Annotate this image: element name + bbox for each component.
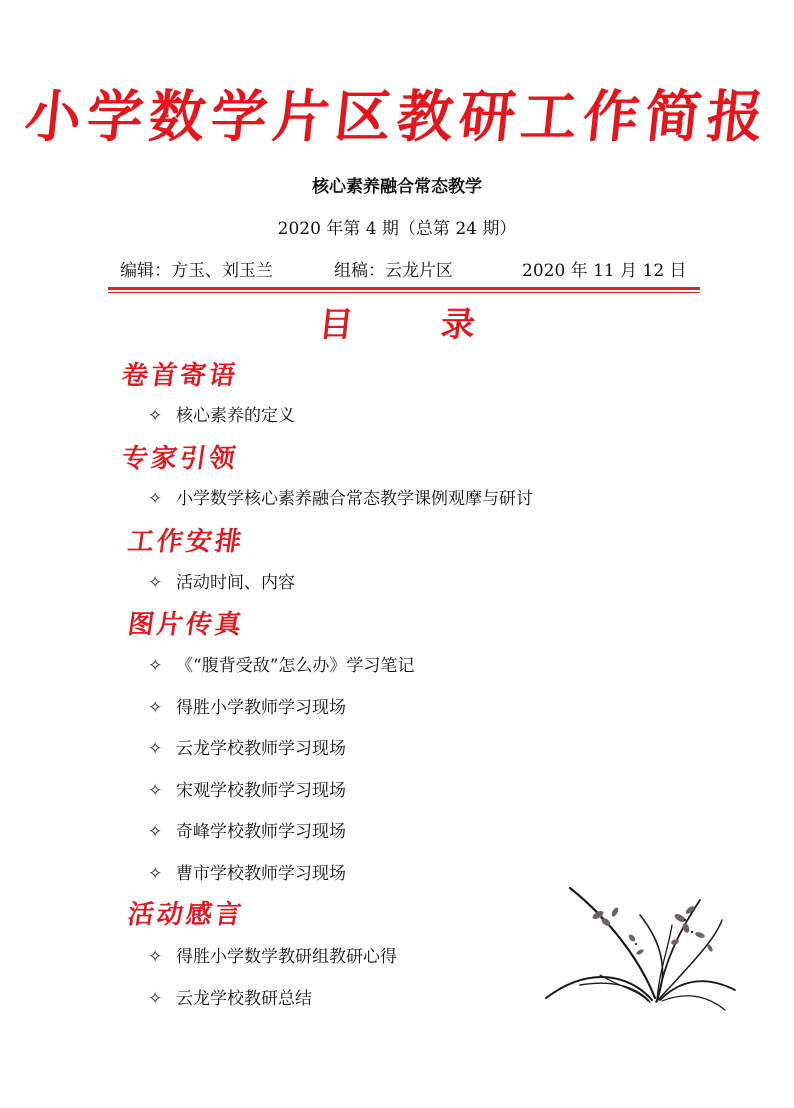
toc-item[interactable]: [148, 737, 346, 761]
section-heading-foreword: 卷首寄语: [119, 361, 241, 391]
diamond-star-icon: ✧: [148, 822, 163, 842]
toc-item[interactable]: [148, 862, 346, 886]
toc-item[interactable]: [148, 571, 295, 595]
toc-item[interactable]: [148, 820, 346, 844]
diamond-star-icon: ✧: [148, 989, 163, 1009]
toc-item[interactable]: [148, 487, 533, 511]
toc-item[interactable]: [148, 404, 295, 428]
diamond-star-icon: ✧: [148, 573, 163, 593]
diamond-star-icon: ✧: [148, 489, 163, 509]
toc-item-label: 小学数学核心素养融合常态教学课例观摩与研讨: [176, 489, 533, 509]
section-heading-expert: 专家引领: [119, 444, 241, 474]
toc-item-label: 云龙学校教研总结: [176, 989, 312, 1009]
section-heading-reflections: 活动感言: [125, 900, 247, 930]
toc-item-label: 奇峰学校教师学习现场: [176, 822, 346, 842]
toc-item[interactable]: [148, 696, 346, 720]
newsletter-subtitle: 核心素养融合常态教学: [312, 177, 482, 197]
editors-line: 编辑：方玉、刘玉兰: [120, 261, 273, 281]
publish-date: 2020 年 11 月 12 日: [522, 261, 687, 281]
header-divider-thick: [108, 287, 700, 290]
toc-item-label: 宋观学校教师学习现场: [176, 781, 346, 801]
diamond-star-icon: ✧: [148, 781, 163, 801]
diamond-star-icon: ✧: [148, 406, 163, 426]
toc-item-label: 曹市学校教师学习现场: [176, 864, 346, 884]
issue-number: 2020 年第 4 期（总第 24 期）: [277, 219, 517, 239]
toc-item-label: 得胜小学数学教研组教研心得: [176, 947, 397, 967]
toc-item-label: 得胜小学教师学习现场: [176, 698, 346, 718]
toc-title: [0, 300, 794, 350]
toc-title-right: 录: [438, 305, 478, 345]
toc-item[interactable]: [148, 779, 346, 803]
toc-item-label: 《“腹背受敌”怎么办》学习笔记: [176, 656, 415, 676]
header-divider-thin: [108, 292, 700, 293]
diamond-star-icon: ✧: [148, 947, 163, 967]
diamond-star-icon: ✧: [148, 698, 163, 718]
toc-item[interactable]: [148, 945, 397, 969]
newsletter-title: 小学数学片区教研工作简报: [21, 85, 773, 150]
orchid-ink-painting: [540, 880, 740, 1015]
diamond-star-icon: ✧: [148, 656, 163, 676]
toc-item[interactable]: [148, 654, 414, 678]
section-heading-schedule: 工作安排: [125, 527, 247, 557]
compiler-line: 组稿：云龙片区: [334, 261, 453, 281]
diamond-star-icon: ✧: [148, 739, 163, 759]
toc-title-left: 目: [316, 305, 356, 345]
diamond-star-icon: ✧: [148, 864, 163, 884]
toc-item-label: 核心素养的定义: [176, 406, 295, 426]
toc-item[interactable]: [148, 987, 312, 1011]
toc-item-label: 云龙学校教师学习现场: [176, 739, 346, 759]
section-heading-photos: 图片传真: [125, 610, 247, 640]
toc-item-label: 活动时间、内容: [176, 573, 295, 593]
